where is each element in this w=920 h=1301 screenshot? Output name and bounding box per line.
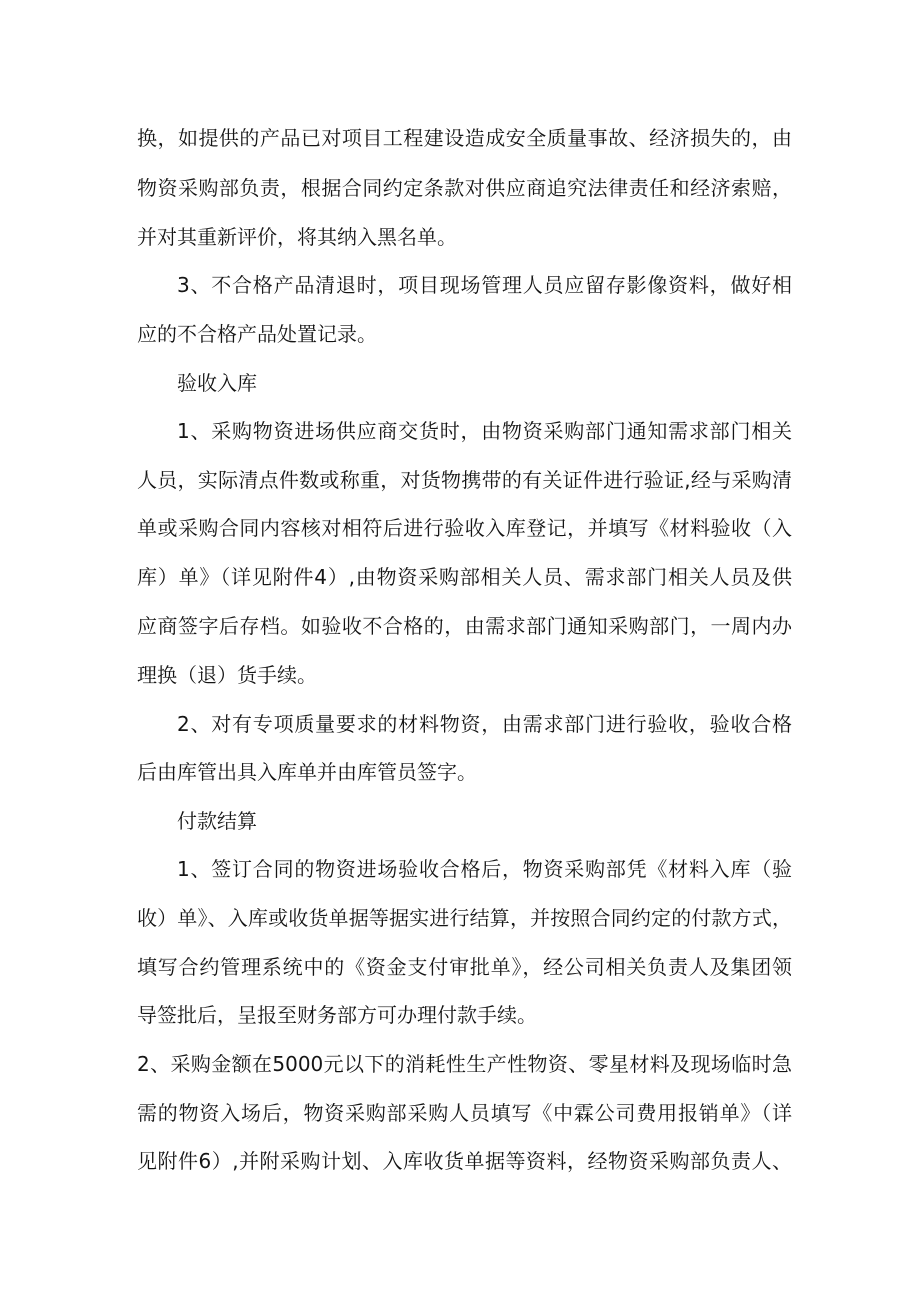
text-line: 2、对有专项质量要求的材料物资，由需求部门进行验收，验收合格 [177, 712, 792, 736]
text-line: 物资采购部负责，根据合同约定条款对供应商追究法律责任和经济索赔， [137, 176, 792, 200]
text-line: 导签批后，呈报至财务部方可办理付款手续。 [137, 1003, 537, 1027]
text-line: 换，如提供的产品已对项目工程建设造成安全质量事故、经济损失的，由 [137, 126, 792, 150]
text-line: 单或采购合同内容核对相符后进行验收入库登记，并填写《材料验收（入 [137, 516, 792, 540]
text-line: 2、采购金额在5000元以下的消耗性生产性物资、零星材料及现场临时急 [137, 1052, 792, 1076]
text-line: 填写合约管理系统中的《资金支付审批单》，经公司相关负责人及集团领 [137, 955, 792, 979]
text-line: 库）单》（详见附件4）,由物资采购部相关人员、需求部门相关人员及供 [137, 565, 792, 589]
text-line: 见附件6）,并附采购计划、入库收货单据等资料，经物资采购部负责人、 [137, 1149, 792, 1173]
text-line: 需的物资入场后，物资采购部采购人员填写《中霖公司费用报销单》（详 [137, 1101, 792, 1125]
text-line: 理换（退）货手续。 [137, 663, 317, 687]
section-heading: 付款结算 [177, 809, 257, 833]
text-line: 1、采购物资进场供应商交货时，由物资采购部门通知需求部门相关 [177, 419, 792, 443]
text-line: 应商签字后存档。如验收不合格的，由需求部门通知采购部门，一周内办 [137, 614, 792, 638]
text-line: 3、不合格产品清退时，项目现场管理人员应留存影像资料，做好相 [177, 273, 792, 297]
text-line: 后由库管出具入库单并由库管员签字。 [137, 760, 477, 784]
text-line: 并对其重新评价，将其纳入黑名单。 [137, 225, 457, 249]
text-line: 收）单》、入库或收货单据等据实进行结算，并按照合同约定的付款方式， [137, 906, 792, 930]
text-line: 人员，实际清点件数或称重，对货物携带的有关证件进行验证,经与采购清 [137, 468, 792, 492]
text-line: 应的不合格产品处置记录。 [137, 322, 377, 346]
text-line: 1、签订合同的物资进场验收合格后，物资采购部凭《材料入库（验 [177, 857, 792, 881]
section-heading: 验收入库 [177, 371, 257, 395]
